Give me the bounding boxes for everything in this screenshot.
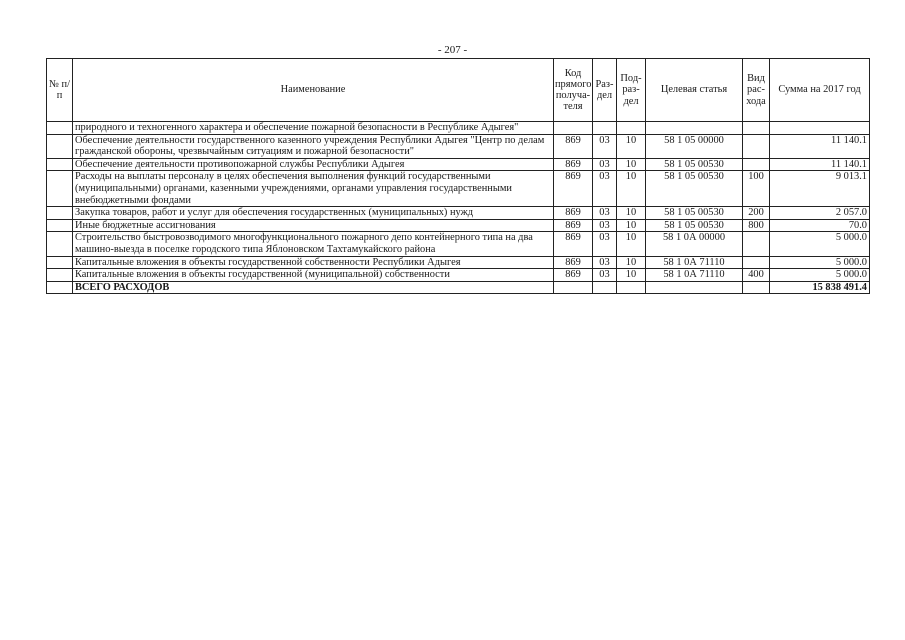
cell-subsection: 10 (617, 158, 646, 171)
cell-name: Капитальные вложения в объекты государственной собственности Республики Адыгея (73, 256, 554, 269)
cell-exp-type (743, 232, 770, 256)
table-row (47, 219, 870, 232)
cell-target: 58 1 0А 71110 (646, 256, 743, 269)
cell-exp-type: 100 (743, 171, 770, 207)
cell-amount: 11 140.1 (770, 158, 870, 171)
cell-subsection (617, 281, 646, 294)
cell-target: 58 1 05 00530 (646, 219, 743, 232)
cell-section: 03 (593, 256, 617, 269)
cell-section: 03 (593, 171, 617, 207)
cell-amount: 5 000.0 (770, 232, 870, 256)
cell-exp-type (743, 122, 770, 135)
cell-exp-type (743, 158, 770, 171)
cell-section: 03 (593, 207, 617, 220)
cell-section: 03 (593, 269, 617, 282)
cell-num (47, 158, 73, 171)
table-row (47, 122, 870, 135)
cell-section: 03 (593, 219, 617, 232)
cell-amount: 5 000.0 (770, 269, 870, 282)
table-row (47, 232, 870, 256)
header-exp-type: Вид рас- хода (743, 59, 770, 122)
cell-name: Расходы на выплаты персоналу в целях обеспечения выполнения функций государственными (муниципальными) органами, казенными учреждениями, органами управления государственными внебюджетными фондами (73, 171, 554, 207)
cell-section: 03 (593, 134, 617, 158)
total-amount: 15 838 491.4 (770, 281, 870, 294)
total-label: ВСЕГО РАСХОДОВ (73, 281, 554, 294)
cell-name: Обеспечение деятельности противопожарной службы Республики Адыгея (73, 158, 554, 171)
cell-num (47, 134, 73, 158)
table-row (47, 134, 870, 158)
budget-table (46, 58, 870, 294)
table-row (47, 158, 870, 171)
cell-code: 869 (554, 207, 593, 220)
cell-code: 869 (554, 219, 593, 232)
cell-amount: 70.0 (770, 219, 870, 232)
header-section: Раз- дел (593, 59, 617, 122)
cell-subsection: 10 (617, 269, 646, 282)
cell-num (47, 269, 73, 282)
cell-code (554, 281, 593, 294)
cell-amount (770, 122, 870, 135)
cell-num (47, 232, 73, 256)
cell-num (47, 207, 73, 220)
table-row (47, 207, 870, 220)
header-code: Код прямого получа- теля (554, 59, 593, 122)
cell-subsection: 10 (617, 207, 646, 220)
cell-num (47, 219, 73, 232)
cell-exp-type: 400 (743, 269, 770, 282)
cell-num (47, 122, 73, 135)
header-target: Целевая статья (646, 59, 743, 122)
cell-num (47, 281, 73, 294)
cell-code: 869 (554, 256, 593, 269)
cell-amount: 5 000.0 (770, 256, 870, 269)
cell-target: 58 1 0А 71110 (646, 269, 743, 282)
cell-subsection: 10 (617, 219, 646, 232)
cell-exp-type (743, 256, 770, 269)
cell-subsection: 10 (617, 232, 646, 256)
cell-name: Закупка товаров, работ и услуг для обеспечения государственных (муниципальных) нужд (73, 207, 554, 220)
cell-exp-type: 200 (743, 207, 770, 220)
page-number: - 207 - (437, 44, 468, 56)
cell-name: Обеспечение деятельности государственного казенного учреждения Республики Адыгея "Центр по делам гражданской обороны, чрезвычайным ситуациям и пожарной безопасности" (73, 134, 554, 158)
cell-code: 869 (554, 134, 593, 158)
cell-amount: 11 140.1 (770, 134, 870, 158)
cell-name: природного и техногенного характера и обеспечение пожарной безопасности в Республике Адыгея" (73, 122, 554, 135)
cell-exp-type (743, 134, 770, 158)
cell-amount: 9 013.1 (770, 171, 870, 207)
cell-num (47, 256, 73, 269)
cell-target (646, 281, 743, 294)
cell-target: 58 1 05 00530 (646, 207, 743, 220)
header-amount: Сумма на 2017 год (770, 59, 870, 122)
cell-exp-type (743, 281, 770, 294)
table-row (47, 269, 870, 282)
cell-section (593, 281, 617, 294)
cell-name: Иные бюджетные ассигнования (73, 219, 554, 232)
cell-subsection (617, 122, 646, 135)
cell-name: Капитальные вложения в объекты государственной (муниципальной) собственности (73, 269, 554, 282)
total-row (47, 281, 870, 294)
cell-amount: 2 057.0 (770, 207, 870, 220)
cell-target: 58 1 0А 00000 (646, 232, 743, 256)
cell-target (646, 122, 743, 135)
cell-section: 03 (593, 232, 617, 256)
cell-num (47, 171, 73, 207)
cell-code: 869 (554, 232, 593, 256)
cell-exp-type: 800 (743, 219, 770, 232)
header-name: Наименование (73, 59, 554, 122)
cell-subsection: 10 (617, 171, 646, 207)
cell-target: 58 1 05 00000 (646, 134, 743, 158)
header-row (47, 59, 870, 122)
cell-subsection: 10 (617, 134, 646, 158)
cell-target: 58 1 05 00530 (646, 158, 743, 171)
header-num: № п/п (47, 59, 73, 122)
table-row (47, 171, 870, 207)
cell-code: 869 (554, 269, 593, 282)
cell-code: 869 (554, 171, 593, 207)
table-row (47, 256, 870, 269)
cell-section: 03 (593, 158, 617, 171)
header-subsection: Под- раз- дел (617, 59, 646, 122)
cell-target: 58 1 05 00530 (646, 171, 743, 207)
cell-code: 869 (554, 158, 593, 171)
cell-code (554, 122, 593, 135)
cell-name: Строительство быстровозводимого многофункционального пожарного депо контейнерного типа на два машино-выезда в поселке городского типа Яблоновском Тахтамукайского района (73, 232, 554, 256)
cell-subsection: 10 (617, 256, 646, 269)
cell-section (593, 122, 617, 135)
